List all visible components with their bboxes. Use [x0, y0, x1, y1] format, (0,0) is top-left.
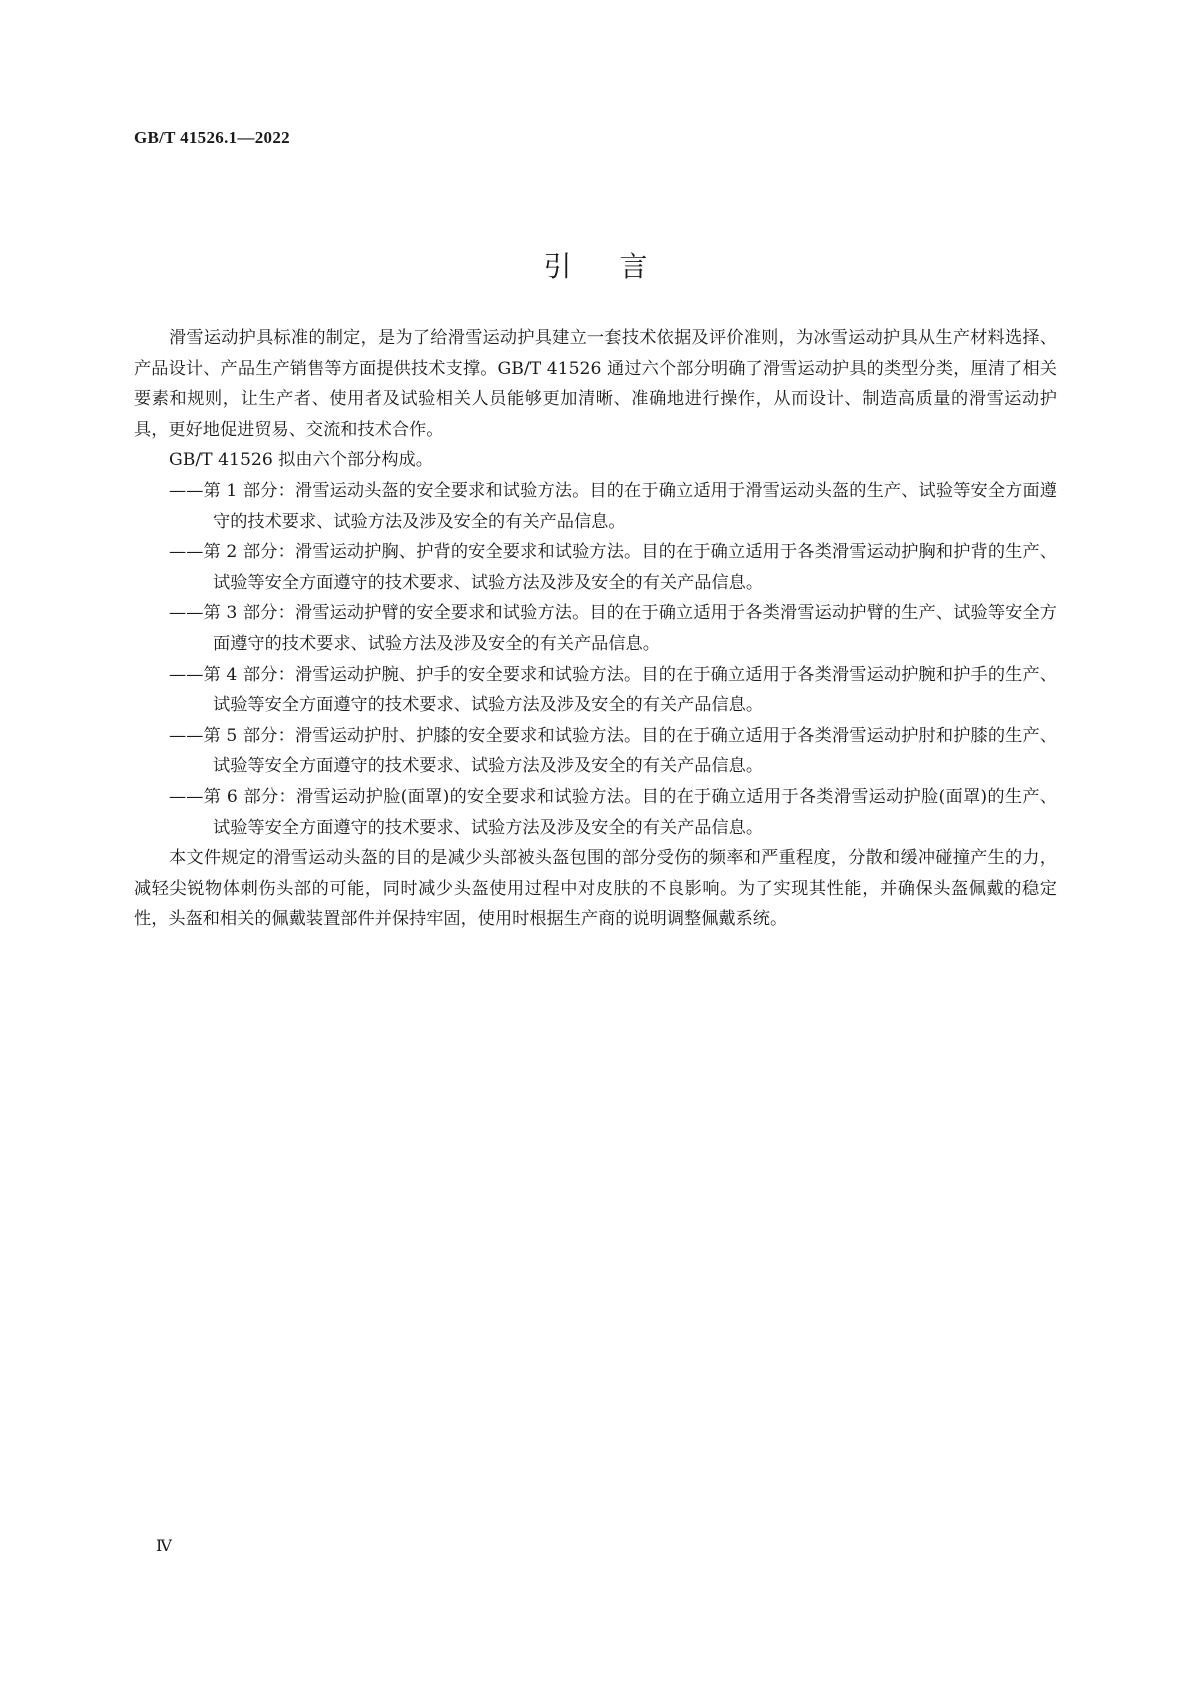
document-body [134, 323, 1057, 935]
list-item-part-5: ——第 5 部分：滑雪运动护肘、护膝的安全要求和试验方法。目的在于确立适用于各类滑雪运动护肘和护膝的生产、试验等安全方面遵守的技术要求、试验方法及涉及安全的有关产品信息。 [169, 725, 1057, 777]
paragraph-helmet-purpose: 本文件规定的滑雪运动头盔的目的是减少头部被头盔包围的部分受伤的频率和严重程度，分散和缓冲碰撞产生的力，减轻尖锐物体刺伤头部的可能，同时减少头盔使用过程中对皮肤的不良影响。为了实现其性能，并确保头盔佩戴的稳定性，头盔和相关的佩戴装置部件并保持牢固，使用时根据生产商的说明调整佩戴系统。 [134, 848, 1057, 930]
list-item-part-4: ——第 4 部分：滑雪运动护腕、护手的安全要求和试验方法。目的在于确立适用于各类滑雪运动护腕和护手的生产、试验等安全方面遵守的技术要求、试验方法及涉及安全的有关产品信息。 [169, 664, 1057, 716]
standard-code: GB/T 41526.1—2022 [134, 128, 290, 147]
paragraph-parts-intro: GB/T 41526 拟由六个部分构成。 [169, 450, 433, 471]
list-item-part-1: ——第 1 部分：滑雪运动头盔的安全要求和试验方法。目的在于确立适用于滑雪运动头盔的生产、试验等安全方面遵守的技术要求、试验方法及涉及安全的有关产品信息。 [169, 480, 1057, 532]
list-item-part-6: ——第 6 部分：滑雪运动护脸(面罩)的安全要求和试验方法。目的在于确立适用于各类滑雪运动护脸(面罩)的生产、试验等安全方面遵守的技术要求、试验方法及涉及安全的有关产品信息。 [169, 786, 1057, 838]
page-number: Ⅳ [156, 1538, 172, 1555]
section-title: 引言 [543, 249, 696, 283]
paragraph-purpose: 滑雪运动护具标准的制定，是为了给滑雪运动护具建立一套技术依据及评价准则，为冰雪运动护具从生产材料选择、产品设计、产品生产销售等方面提供技术支撑。GB/T 41526 通过六个部分明确了滑雪运动护具的类型分类，厘清了相关要素和规则，让生产者、使用者及试验相关人员能够更加清晰、准确地进行操作，从而设计、制造高质量的滑雪运动护具，更好地促进贸易、交流和技术合作。 [134, 328, 1057, 440]
list-item-part-2: ——第 2 部分：滑雪运动护胸、护背的安全要求和试验方法。目的在于确立适用于各类滑雪运动护胸和护背的生产、试验等安全方面遵守的技术要求、试验方法及涉及安全的有关产品信息。 [169, 542, 1057, 593]
list-item-part-3: ——第 3 部分：滑雪运动护臂的安全要求和试验方法。目的在于确立适用于各类滑雪运动护臂的生产、试验等安全方面遵守的技术要求、试验方法及涉及安全的有关产品信息。 [169, 603, 1057, 654]
